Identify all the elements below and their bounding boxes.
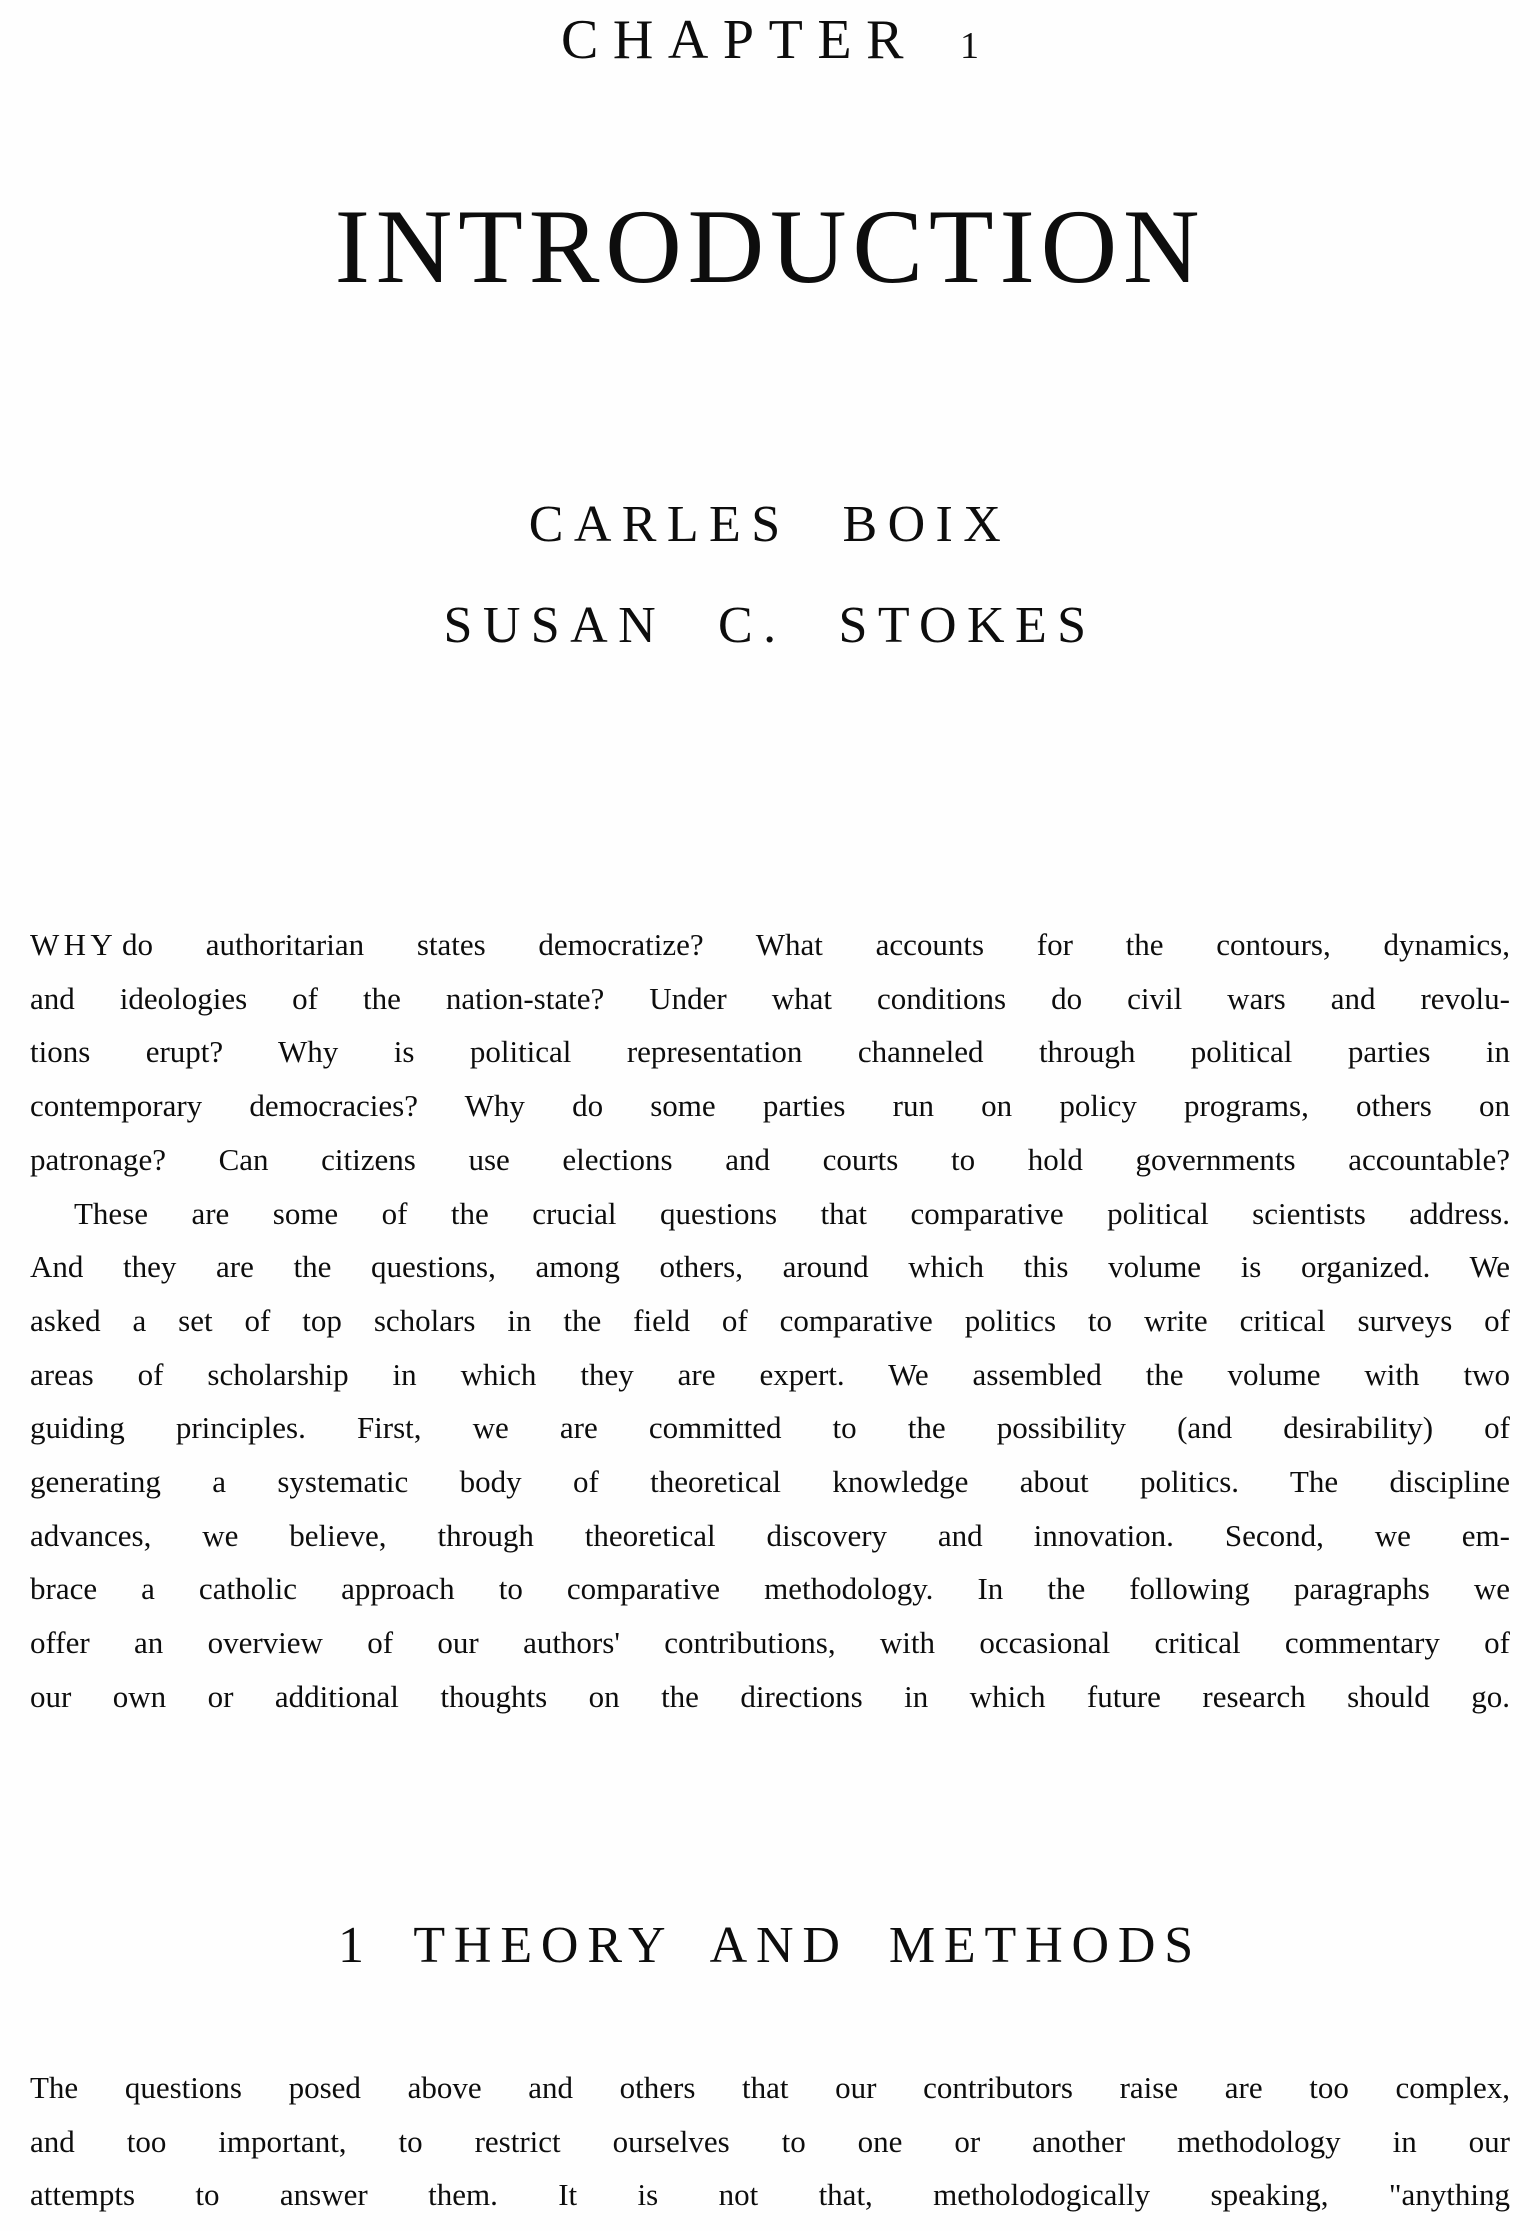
intro-text: [30, 918, 1510, 1724]
body-line: generating a systematic body of theoretical knowledge about politics. The discipline: [30, 1464, 1510, 1500]
body-line: asked a set of top scholars in the field of comparative politics to write critical surveys of: [30, 1302, 1510, 1338]
body-line: [30, 918, 1510, 972]
body-line: advances, we believe, through theoretical discovery and innovation. Second, we em-: [30, 1517, 1510, 1553]
body-line: brace a catholic approach to comparative methodology. In the following paragraphs we: [30, 1571, 1510, 1607]
chapter-label: CHAPTER: [561, 9, 919, 71]
section-heading: [0, 1917, 1540, 1974]
body-line: patronage? Can citizens use elections and courts to hold governments accountable?: [30, 1141, 1510, 1177]
body-line: our own or additional thoughts on the directions in which future research should go.: [30, 1678, 1510, 1714]
body-line: contemporary democracies? Why do some parties run on policy programs, others on: [30, 1088, 1510, 1124]
body-line: tions erupt? Why is political representation channeled through political parties in: [30, 1034, 1510, 1070]
body-line-text: do authoritarian states democratize? What accounts for the contours, dynamics,: [122, 927, 1510, 962]
chapter-number: 1: [959, 25, 979, 67]
chapter-heading: [0, 9, 1540, 71]
body-line: guiding principles. First, we are committed to the possibility (and desirability) of: [30, 1410, 1510, 1446]
body-line: offer an overview of our authors' contributions, with occasional critical commentary of: [30, 1625, 1510, 1661]
body-line: The questions posed above and others that our contributors raise are too complex,: [30, 2070, 1510, 2105]
body-line: And they are the questions, among others, around which this volume is organized. We: [30, 1249, 1510, 1285]
section-number: 1: [337, 1917, 364, 1974]
section-text: [30, 2061, 1510, 2222]
body-line: and too important, to restrict ourselves to one or another methodology in our: [30, 2123, 1510, 2159]
body-line: These are some of the crucial questions that comparative political scientists address.: [74, 1195, 1510, 1231]
page-title: INTRODUCTION: [334, 188, 1206, 305]
section-title: THEORY AND METHODS: [413, 1917, 1203, 1974]
body-line: attempts to answer them. It is not that, metholodogically speaking, "anything: [30, 2177, 1510, 2213]
lead-word: WHY: [30, 927, 118, 962]
author-name-2: SUSAN C. STOKES: [443, 597, 1097, 654]
body-line: and ideologies of the nation-state? Under what conditions do civil wars and revolu-: [30, 980, 1510, 1016]
body-line: areas of scholarship in which they are expert. We assembled the volume with two: [30, 1356, 1510, 1392]
author-name-1: CARLES BOIX: [528, 496, 1012, 553]
